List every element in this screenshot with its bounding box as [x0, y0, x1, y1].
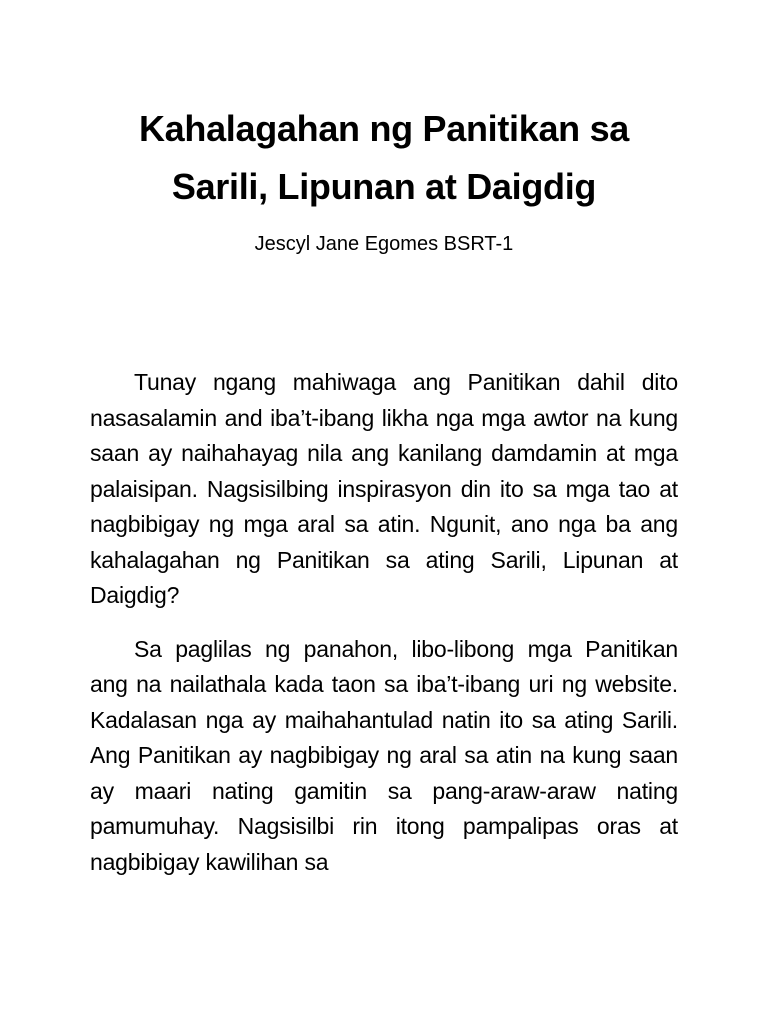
title-line-2: Sarili, Lipunan at Daigdig: [171, 166, 597, 207]
title-line-1: Kahalagahan ng Panitikan sa: [138, 108, 630, 149]
paragraph-2: Sa paglilas ng panahon, libo-libong mga Panitikan ang na nailathala kada taon sa iba’t-ibang uri ng website. Kadalasan nga ay maihahantulad natin ito sa ating Sarili. Ang Panitikan ay nagbibigay ng aral sa atin na kung saan ay maari nating gamitin sa pang-araw-araw nating pamumuhay. Nagsisilbi rin itong pampalipas oras at nagbibigay kawilihan sa: [90, 635, 678, 875]
document-body: [90, 365, 678, 898]
document-title: [60, 100, 708, 216]
author-line: Jescyl Jane Egomes BSRT-1: [254, 233, 514, 255]
paragraph-1: Tunay ngang mahiwaga ang Panitikan dahil dito nasasalamin and iba’t-ibang likha nga mga awtor na kung saan ay naihahayag nila ang kanilang damdamin at mga palaisipan. Nagsisilbing inspirasyon din ito sa mga tao at nagbibigay ng mga aral sa atin. Ngunit, ano nga ba ang kahalagahan ng Panitikan sa ating Sarili, Lipunan at Daigdig?: [90, 369, 678, 608]
